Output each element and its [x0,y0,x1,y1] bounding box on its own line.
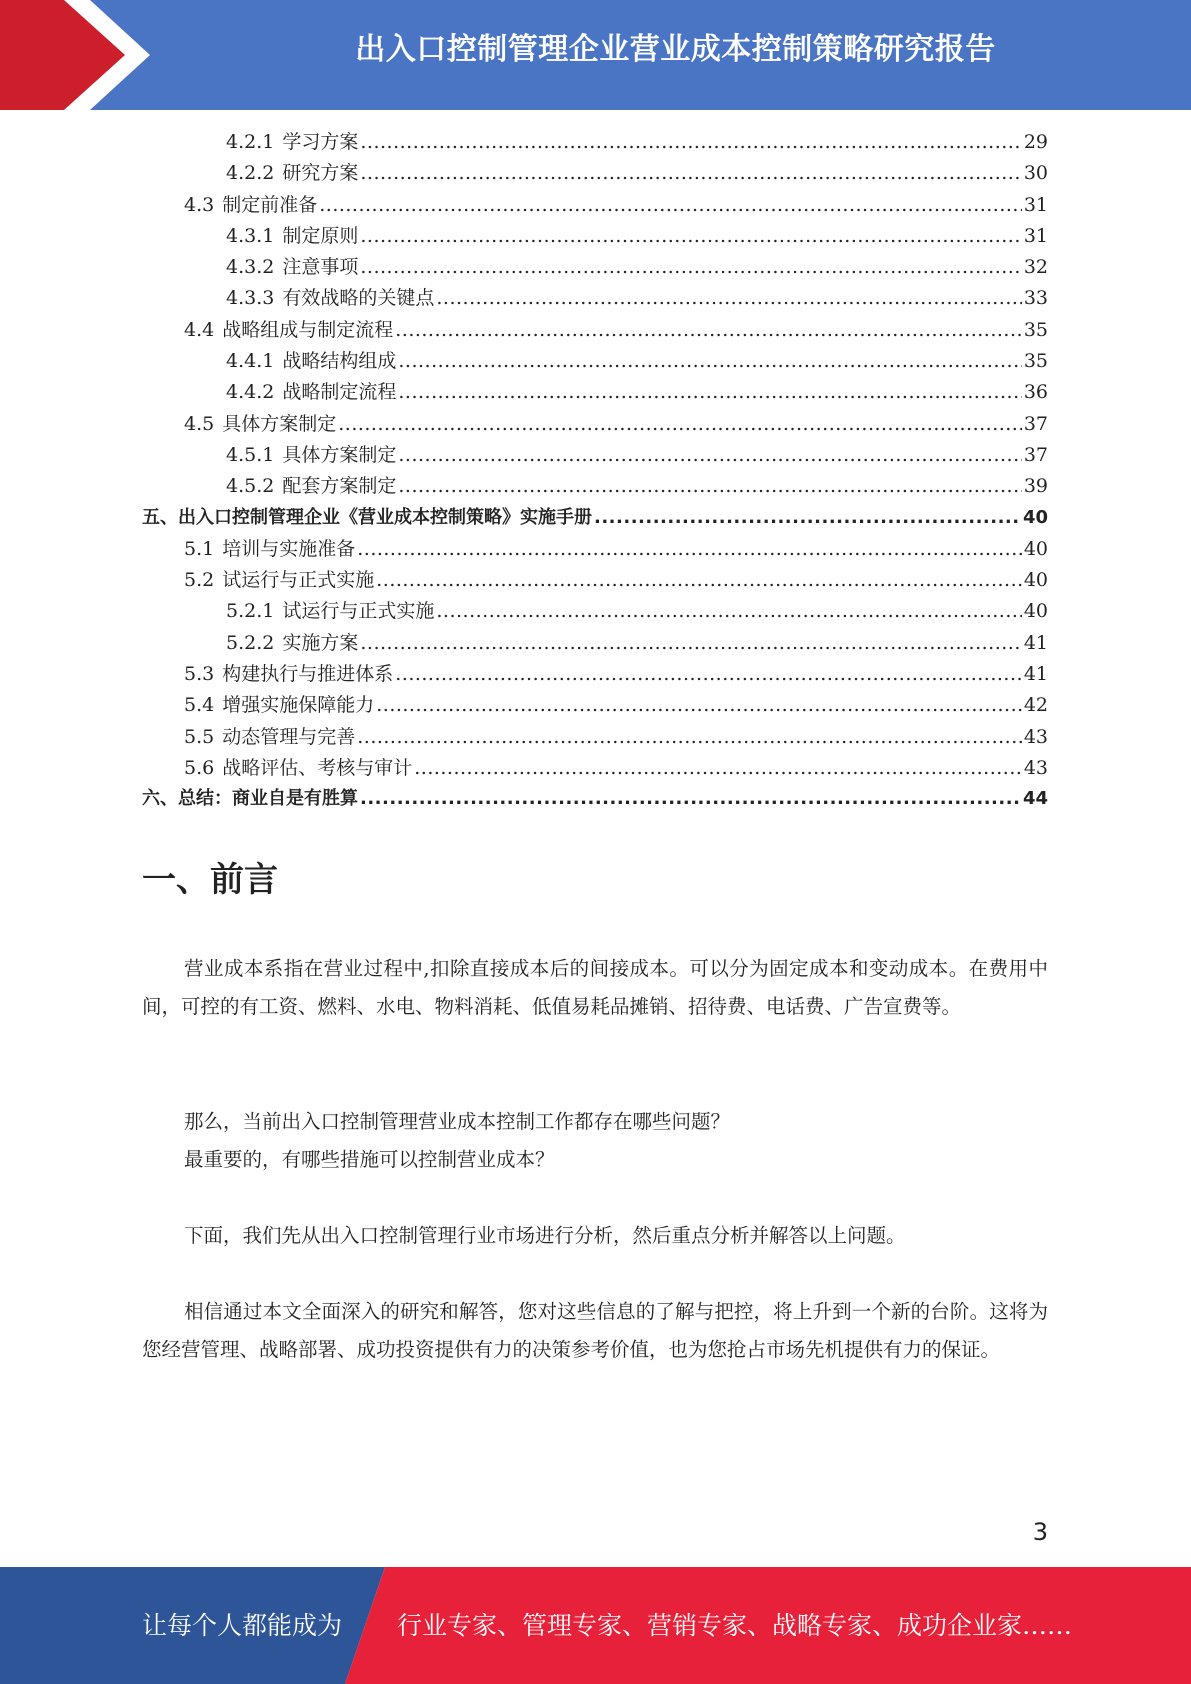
toc-dot-leader [319,194,1022,216]
footer-slogan-right: 行业专家、管理专家、营销专家、战略专家、成功企业家…… [397,1611,1073,1640]
toc-entry[interactable] [142,565,1048,596]
body-paragraph: 最重要的，有哪些措施可以控制营业成本？ [184,1148,555,1171]
toc-entry-page: 40 [1023,600,1048,623]
toc-entry[interactable] [142,534,1048,565]
toc-entry-page: 31 [1023,193,1048,216]
toc-entry-number: 5.2 [184,569,215,592]
toc-entry[interactable] [142,753,1048,784]
toc-dot-leader [395,319,1022,341]
toc-entry-number: 4.2.1 [226,131,275,153]
toc-dot-leader [357,726,1022,748]
toc-entry-number: 4.3.2 [226,256,275,279]
footer-slogan-left: 让每个人都能成为 [142,1611,343,1640]
toc-entry-page: 43 [1023,756,1048,779]
toc-entry-number: 4.3 [184,193,215,216]
toc-entry-title: 六、总结：商业自是有胜算 [142,788,358,810]
toc-entry-page: 40 [1023,537,1048,560]
toc-entry-number: 4.2.2 [226,162,275,185]
toc-entry-title: 构建执行与推进体系 [222,663,394,686]
toc-entry-number: 4.5.1 [226,443,275,466]
toc-entry-page: 40 [1022,506,1048,528]
toc-dot-leader [338,413,1022,435]
toc-dot-leader [360,256,1021,278]
toc-dot-leader [357,538,1022,560]
toc-entry[interactable] [142,471,1048,502]
toc-entry-page: 40 [1023,569,1048,592]
toc-entry-title: 学习方案 [282,131,359,153]
toc-entry[interactable] [142,283,1048,314]
toc-entry-title: 试运行与正式实施 [222,569,375,592]
toc-entry-number: 4.5 [184,412,215,435]
toc-dot-leader [398,350,1021,372]
toc-entry-title: 动态管理与完善 [222,725,356,748]
toc-dot-leader [360,225,1021,247]
toc-entry-title: 有效战略的关键点 [282,287,435,310]
toc-dot-leader [395,663,1022,685]
toc-entry-number: 5.3 [184,663,215,686]
toc-entry-title: 制定原则 [282,224,359,247]
toc-entry[interactable] [142,659,1048,690]
body-paragraph: 营业成本系指在营业过程中,扣除直接成本后的间接成本。可以分为固定成本和变动成本。在费用中间，可控的有工资、燃料、水电、物料消耗、低值易耗品摊销、招待费、电话费、广告宣费等。 [142,957,1048,1018]
toc-dot-leader [376,569,1022,591]
body-paragraph: 下面，我们先从出入口控制管理行业市场进行分析，然后重点分析并解答以上问题。 [184,1224,906,1247]
toc-entry[interactable] [142,409,1048,440]
toc-entry-title: 研究方案 [282,162,359,185]
toc-entry-title: 制定前准备 [222,193,318,216]
toc-entry[interactable] [142,377,1048,408]
toc-entry-title: 注意事项 [282,256,359,279]
toc-entry-title: 战略评估、考核与审计 [222,756,413,779]
toc-entry[interactable] [142,127,1048,158]
toc-entry-page: 37 [1023,443,1048,466]
toc-entry[interactable] [142,252,1048,283]
toc-entry-page: 35 [1023,350,1048,373]
toc-entry-title: 战略结构组成 [282,350,397,373]
toc-entry-number: 4.4 [184,318,215,341]
toc-entry-page: 43 [1023,725,1048,748]
section-title: 一、前言 [142,860,278,900]
toc-entry[interactable] [142,221,1048,252]
toc-entry-number: 4.5.2 [226,475,275,498]
toc-entry-title: 增强实施保障能力 [222,694,375,717]
toc-dot-leader [360,131,1021,153]
page-header [0,0,1191,110]
toc-entry-title: 具体方案制定 [282,443,397,466]
toc-dot-leader [436,600,1021,622]
toc-entry[interactable] [142,158,1048,189]
toc-entry-title: 五、出入口控制管理企业《营业成本控制策略》实施手册 [142,506,592,528]
toc-entry-number: 5.2.1 [226,600,275,623]
header-title: 出入口控制管理企业营业成本控制策略研究报告 [355,32,996,67]
toc-entry-number: 5.6 [184,756,215,779]
toc-entry-title: 战略制定流程 [282,381,397,404]
toc-entry-title: 培训与实施准备 [222,537,356,560]
toc-entry-page: 39 [1023,475,1048,498]
toc-dot-leader [398,381,1021,403]
toc-entry-page: 33 [1023,287,1048,310]
toc-dot-leader [360,632,1021,654]
toc-entry-page: 42 [1023,694,1048,717]
toc-entry[interactable] [142,596,1048,627]
toc-entry-page: 29 [1023,131,1048,153]
toc-entry-number: 4.4.2 [226,381,275,404]
toc-dot-leader [398,444,1021,466]
toc-entry[interactable] [142,440,1048,471]
page-number: 3 [1032,1518,1048,1546]
toc-entry-page: 36 [1023,381,1048,404]
toc-entry[interactable] [142,315,1048,346]
toc-entry-page: 41 [1023,631,1048,654]
toc-entry-title: 战略组成与制定流程 [222,318,394,341]
toc-dot-leader [436,287,1021,309]
toc-dot-leader [398,475,1021,497]
toc-entry-number: 4.3.3 [226,287,275,310]
page-footer [0,1567,1191,1684]
toc-entry-number: 4.3.1 [226,224,275,247]
toc-entry-number: 5.1 [184,537,215,560]
toc-entry-page: 32 [1023,256,1048,279]
toc-entry[interactable] [142,346,1048,377]
body-paragraph: 那么，当前出入口控制管理营业成本控制工作都存在哪些问题？ [184,1110,731,1133]
toc-entry[interactable] [142,690,1048,721]
toc-entry[interactable] [142,722,1048,753]
toc-dot-leader [414,757,1022,779]
toc-entry-number: 5.5 [184,725,215,748]
body-paragraph: 相信通过本文全面深入的研究和解答，您对这些信息的了解与把控，将上升到一个新的台阶。这将为您经营管理、战略部署、成功投资提供有力的决策参考价值，也为您抢占市场先机提供有力的保证。 [142,1300,1048,1361]
toc-entry-title: 配套方案制定 [282,475,397,498]
toc-entry[interactable] [142,190,1048,221]
toc-entry-title: 具体方案制定 [222,412,337,435]
toc-dot-leader [376,694,1022,716]
toc-entry-number: 5.4 [184,694,215,717]
toc-entry-title: 实施方案 [282,631,359,654]
toc-entry[interactable] [142,628,1048,659]
toc-entry-number: 4.4.1 [226,350,275,373]
toc-dot-leader [360,788,1021,809]
toc-entry-page: 31 [1023,224,1048,247]
toc-entry[interactable] [142,784,1048,815]
toc-entry-number: 5.2.2 [226,631,275,654]
toc-dot-leader [360,162,1021,184]
toc-entry-page: 44 [1022,788,1048,810]
toc-entry-page: 35 [1023,318,1048,341]
table-of-contents [142,127,1048,816]
toc-entry-page: 41 [1023,663,1048,686]
toc-entry-title: 试运行与正式实施 [282,600,435,623]
toc-entry[interactable] [142,503,1048,534]
toc-entry-page: 30 [1023,162,1048,185]
toc-entry-page: 37 [1023,412,1048,435]
toc-dot-leader [594,507,1021,528]
